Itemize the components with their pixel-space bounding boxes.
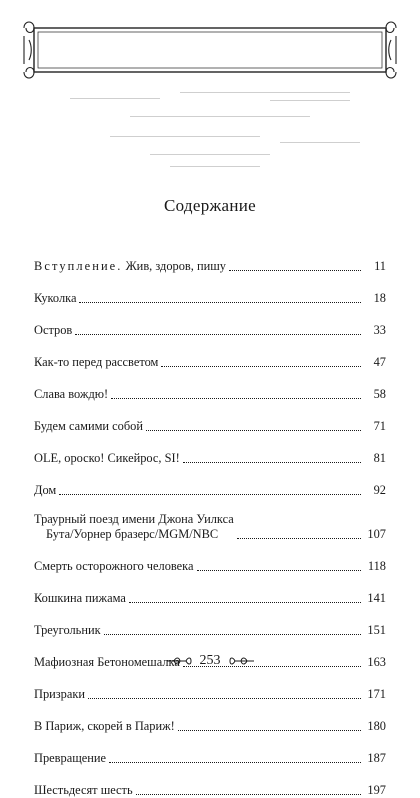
toc-entry-page: 18 (373, 291, 386, 305)
toc-entry-title: Треугольник (34, 623, 101, 637)
ornamental-frame-icon (22, 18, 398, 82)
toc-entry[interactable] (34, 274, 386, 306)
toc-entry-page: 151 (367, 623, 386, 637)
toc-entry-title: Шестьдесят шесть (34, 783, 133, 797)
toc-entry-title: Мафиозная Бетономешалка (34, 655, 180, 669)
dot-leader (237, 537, 361, 539)
toc-entry[interactable] (34, 542, 386, 574)
toc-entry-page: 163 (367, 655, 386, 669)
toc-entry[interactable] (34, 670, 386, 702)
toc-entry[interactable] (34, 306, 386, 338)
dot-leader (88, 697, 361, 699)
table-of-contents (34, 242, 386, 798)
dot-leader (75, 333, 361, 335)
toc-entry-title: Слава вождю! (34, 387, 109, 401)
toc-heading: Содержание (163, 196, 257, 215)
dot-leader (146, 429, 361, 431)
toc-entry-page: 58 (373, 387, 386, 401)
toc-entry[interactable] (34, 498, 386, 542)
toc-entry-title: Дом (34, 483, 57, 497)
dot-leader (161, 365, 361, 367)
toc-entry[interactable] (34, 606, 386, 638)
toc-entry-title: Призраки (34, 687, 86, 701)
ornament-right-icon (229, 655, 255, 667)
toc-entry[interactable] (34, 734, 386, 766)
toc-entry[interactable] (34, 766, 386, 798)
toc-entry-title: Будем самими собой (34, 419, 143, 433)
dot-leader (197, 569, 361, 571)
dot-leader (229, 269, 361, 271)
dot-leader (79, 301, 361, 303)
toc-entry-title: Превращение (34, 751, 106, 765)
toc-entry-title: В Париж, скорей в Париж! (34, 719, 175, 733)
dot-leader (59, 493, 361, 495)
ornament-left-icon (166, 655, 192, 667)
toc-entry-title: Остров (34, 323, 73, 337)
toc-entry[interactable] (34, 574, 386, 606)
toc-entry[interactable] (34, 242, 386, 274)
toc-entry-page: 81 (373, 451, 386, 465)
toc-entry-page: 118 (367, 559, 386, 573)
toc-entry[interactable] (34, 466, 386, 498)
toc-entry-page: 47 (373, 355, 386, 369)
toc-entry-lead: Вступление. (34, 259, 123, 273)
dot-leader (178, 729, 361, 731)
dot-leader (183, 461, 361, 463)
dot-leader (136, 793, 361, 795)
toc-entry-title: Кошкина пижама (34, 591, 126, 605)
toc-entry-page: 180 (367, 719, 386, 733)
toc-entry-page: 71 (373, 419, 386, 433)
toc-entry-title: Вступление. Жив, здоров, пишу (34, 259, 226, 273)
bleed-through-text (70, 90, 370, 180)
page-footer (0, 653, 420, 669)
toc-entry[interactable] (34, 702, 386, 734)
page-number: 253 (199, 653, 221, 668)
toc-entry-title: Траурный поезд имени Джона Уилкса Бута/Уорнер бразерс/MGM/NBC (34, 512, 234, 541)
toc-entry[interactable] (34, 338, 386, 370)
toc-entry-title: Как-то перед рассветом (34, 355, 159, 369)
toc-entry-page: 141 (367, 591, 386, 605)
toc-entry-title: Куколка (34, 291, 77, 305)
dot-leader (104, 633, 361, 635)
dot-leader (129, 601, 361, 603)
toc-entry-page: 92 (373, 483, 386, 497)
toc-entry-title: OLE, ороско! Сикейрос, SI! (34, 451, 180, 465)
toc-entry-page: 33 (373, 323, 386, 337)
dot-leader (109, 761, 361, 763)
toc-entry-title: Смерть осторожного человека (34, 559, 194, 573)
toc-entry-page: 187 (367, 751, 386, 765)
toc-entry-page: 107 (367, 527, 386, 541)
toc-entry[interactable] (34, 434, 386, 466)
toc-entry[interactable] (34, 370, 386, 402)
toc-entry-page: 11 (374, 259, 386, 273)
dot-leader (111, 397, 361, 399)
toc-entry[interactable] (34, 402, 386, 434)
toc-entry-page: 197 (367, 783, 386, 797)
toc-entry-page: 171 (367, 687, 386, 701)
